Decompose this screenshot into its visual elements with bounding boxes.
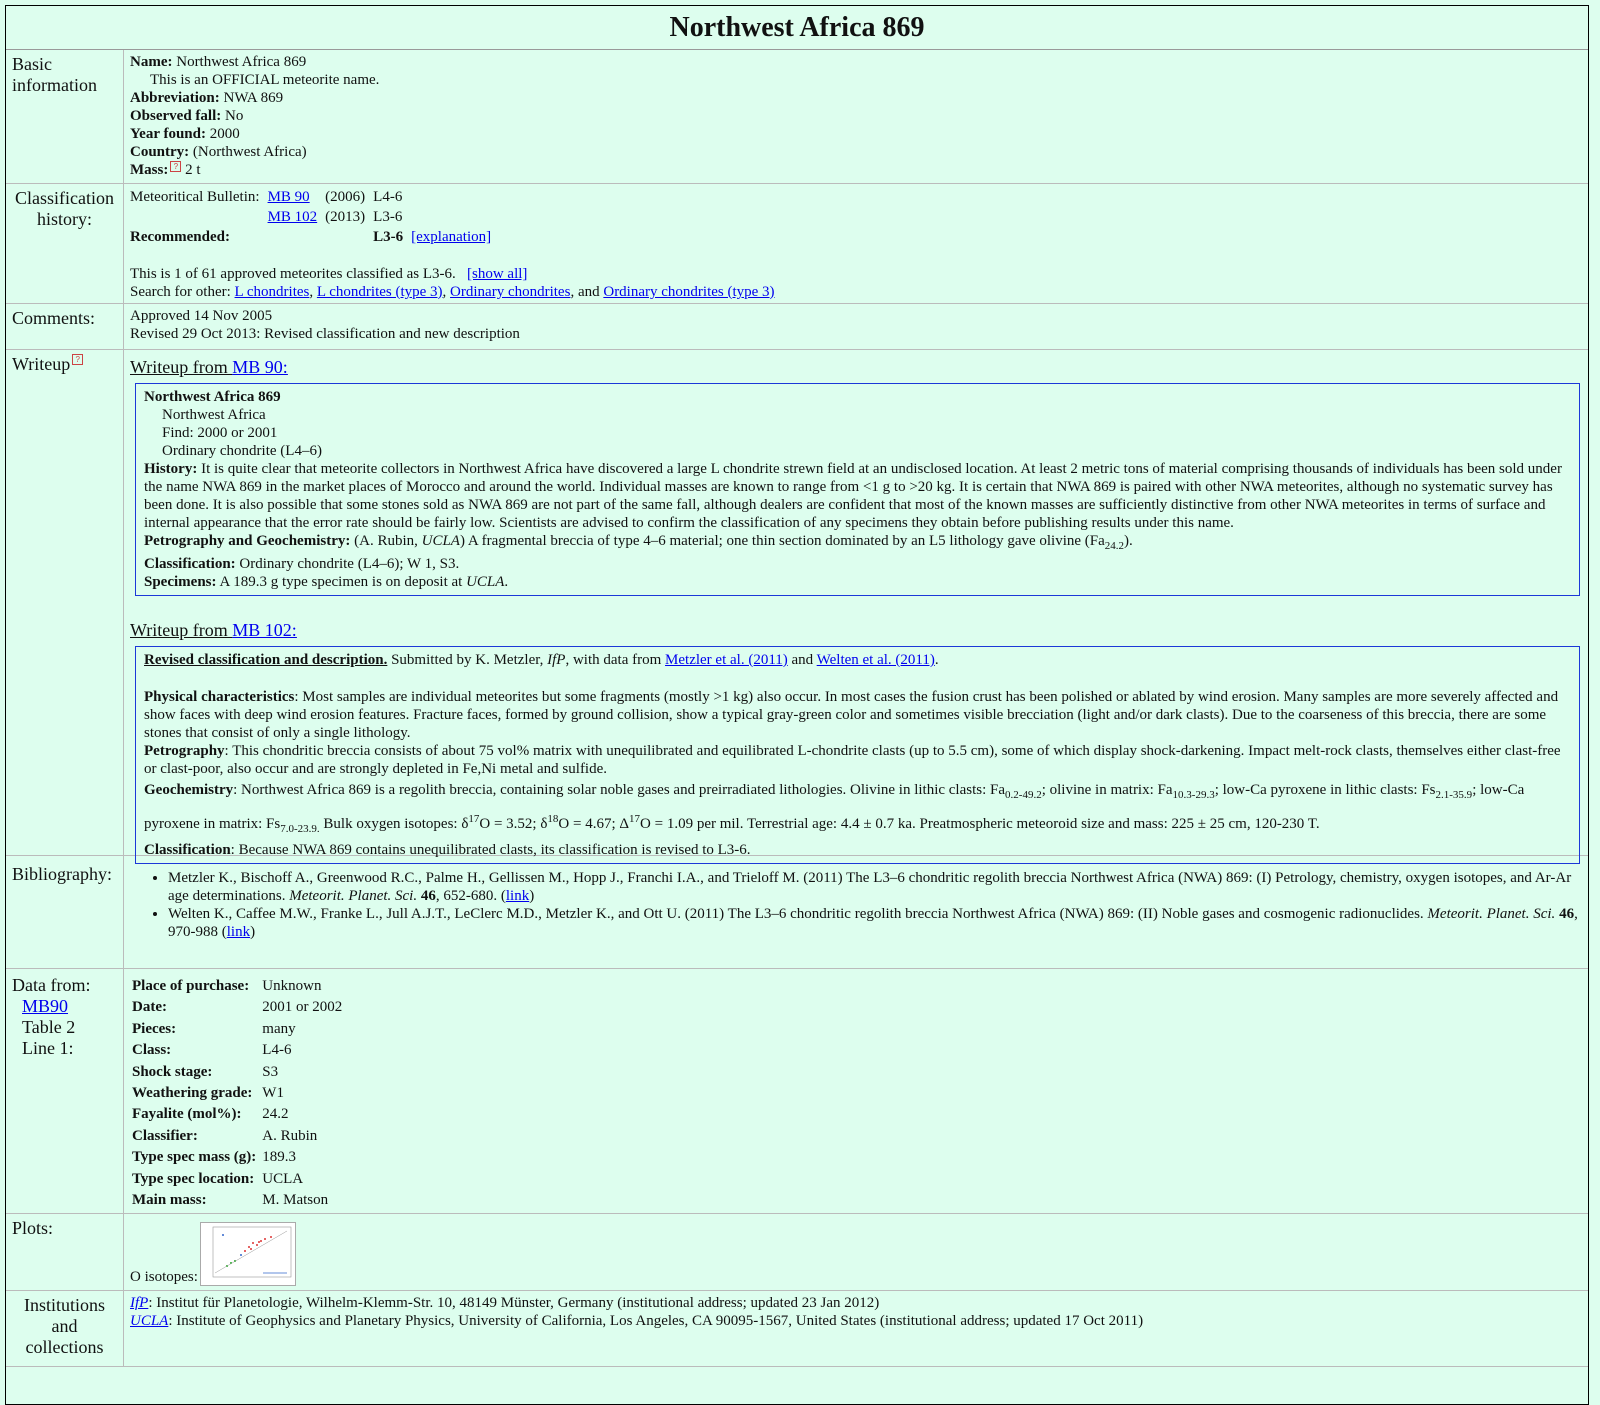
ifp-abbr: IfP	[130, 1295, 149, 1311]
writeup-label-cell	[6, 350, 124, 855]
geo-superscript: 17	[629, 813, 641, 825]
journal-name: Meteorit. Planet. Sci.	[1427, 906, 1556, 922]
basic-information-content	[124, 50, 1588, 183]
comment-revised: Revised 29 Oct 2013: Revised classification and new description	[130, 326, 520, 342]
data-from-label-cell	[6, 969, 124, 1213]
data-table-row	[130, 1190, 346, 1211]
comments-label: Comments:	[6, 304, 124, 349]
basic-information-label: Basic information	[6, 50, 124, 183]
petrography-key: Petrography	[144, 743, 225, 759]
writeup-mb90-specimens	[144, 573, 1571, 591]
data-value: W1	[262, 1085, 284, 1102]
count-text: This is 1 of 61 approved meteorites classified as L3-6.	[130, 266, 456, 282]
writeup-mb102-box	[135, 646, 1580, 864]
mb102-year: (2013)	[325, 209, 366, 225]
writeup-mb90-type: Ordinary chondrite (L4–6)	[162, 443, 322, 459]
mb90-class: L4-6	[373, 189, 403, 205]
citation-pages: , 652-680. (	[435, 888, 506, 904]
classification-history-row	[6, 184, 1588, 304]
specimens-key: Specimens:	[144, 574, 217, 590]
citation-text: Welten K., Caffee M.W., Franke L., Jull A.J.T., LeClerc M.D., Metzler K., and Ott U. (2011) The L3–6 chondritic regolith breccia Northwest Africa (NWA) 869: (II) Noble gases and cosmogenic radionuclides.	[168, 906, 1428, 922]
geo-superscript: 18	[547, 813, 559, 825]
separator: , and	[570, 284, 604, 300]
mb102-link[interactable]: MB 102	[267, 209, 318, 225]
data-value: many	[262, 1020, 296, 1037]
abbr-key: Abbreviation:	[130, 90, 220, 106]
data-key: Date:	[132, 999, 167, 1016]
classification-text: Ordinary chondrite (L4–6); W 1, S3.	[239, 556, 460, 572]
data-table-row	[130, 1019, 346, 1040]
bibliography-row	[6, 856, 1588, 969]
search-link-l-chondrites-type3[interactable]: L chondrites (type 3)	[316, 284, 443, 300]
data-table-row	[130, 1062, 346, 1083]
data-value: 24.2	[262, 1106, 289, 1123]
plots-label: Plots:	[6, 1214, 124, 1290]
writeup-mb90-history	[144, 460, 1571, 532]
writeup-heading-text: Writeup from	[130, 620, 233, 640]
data-value: 189.3	[262, 1149, 297, 1166]
metzler-link[interactable]: Metzler et al. (2011)	[665, 652, 788, 668]
citation-text: Metzler K., Bischoff A., Greenwood R.C., Palme H., Gellissen M., Hopp J., Franchi I.A., and Trieloff M. (2011) The L3–6 chondritic regolith breccia Northwest Africa (NWA) 869: (I) Petrology, chemistry, oxygen isotopes, and Ar-Ar age determinations.	[168, 870, 1572, 904]
data-value: L4-6	[262, 1042, 292, 1059]
classification-history-label: Classification history:	[6, 184, 124, 303]
geo-text: O = 1.09 per mil. Terrestrial age: 4.4 ± 0.7 ka. Preatmospheric meteoroid size and mass: 225 ± 25 cm, 120-230 T.	[640, 816, 1320, 832]
comments-content	[124, 304, 1588, 349]
data-table-row	[130, 976, 346, 997]
separator: ,	[309, 284, 317, 300]
geo-superscript: 17	[468, 813, 480, 825]
writeup-mb90-petrography	[144, 532, 1571, 555]
data-key: Fayalite (mol%):	[132, 1106, 242, 1123]
show-all-link[interactable]: [show all]	[467, 266, 528, 282]
o-isotope-plot-image	[201, 1223, 295, 1285]
citation-end: )	[250, 924, 256, 940]
fall-value: No	[225, 108, 244, 124]
name-key: Name:	[130, 54, 173, 70]
classification-history-content	[124, 184, 1588, 303]
petrography-key: Petrography and Geochemistry:	[144, 533, 351, 549]
geochemistry-key: Geochemistry	[144, 782, 234, 798]
data-key: Classifier:	[132, 1127, 198, 1144]
data-table	[130, 976, 346, 1211]
writeup-mb102-geochemistry	[144, 778, 1571, 841]
journal-volume: 46	[1559, 906, 1575, 922]
recommended-label: Recommended:	[130, 229, 230, 245]
data-table-row	[130, 1040, 346, 1061]
data-value: M. Matson	[262, 1192, 329, 1209]
search-label: Search for other:	[130, 284, 231, 300]
specimens-text: A 189.3 g type specimen is on deposit at	[219, 574, 467, 590]
writeup-mb90-link[interactable]: MB 90:	[232, 357, 288, 377]
data-from-label: Data from:	[12, 975, 91, 995]
classification-text: : Because NWA 869 contains unequilibrated clasts, its classification is revised to L3-6.	[230, 842, 751, 858]
meteorite-record	[5, 5, 1589, 1405]
citation-link[interactable]: link	[505, 888, 530, 904]
history-key: History:	[144, 461, 198, 477]
country-value: (Northwest Africa)	[192, 144, 307, 160]
writeup-mb102-physical	[144, 688, 1571, 742]
explanation-link[interactable]: [explanation]	[411, 229, 492, 245]
search-link-l-chondrites[interactable]: L chondrites	[234, 284, 310, 300]
data-value: S3	[262, 1063, 279, 1080]
petrography-text: : This chondritic breccia consists of about 75 vol% matrix with unequilibrated and equilibrated L-chondrite clasts (up to 5.5 cm), some of which display shock-darkening. Impact melt-rock clasts, themselves either clast-free or clast-poor, also occur and are strongly depleted in Fe,Ni metal and sulfide.	[144, 743, 1561, 777]
geo-text: Bulk oxygen isotopes: δ	[319, 816, 469, 832]
specimens-text: .	[504, 574, 509, 590]
ucla-link[interactable]	[130, 1313, 168, 1329]
institutions-row	[6, 1291, 1588, 1367]
physical-key: Physical characteristics	[144, 689, 295, 705]
institution-address: : Institute of Geophysics and Planetary Physics, University of California, Los Angeles, CA 90095-1567, United States (institutional address; updated 17 Oct 2011)	[168, 1313, 1144, 1329]
bibliography-item	[168, 905, 1582, 941]
official-note: This is an OFFICIAL meteorite name.	[150, 72, 380, 88]
institution-item	[130, 1294, 1582, 1312]
data-key: Pieces:	[132, 1020, 177, 1037]
submission-text: , with data from	[565, 652, 666, 668]
plots-row	[6, 1214, 1588, 1291]
data-key: Weathering grade:	[132, 1085, 253, 1102]
help-icon[interactable]: ?	[72, 354, 83, 365]
writeup-mb102-submission	[144, 651, 1571, 669]
name-value: Northwest Africa 869	[176, 54, 307, 70]
geo-text: O = 3.52; δ	[479, 816, 548, 832]
fall-key: Observed fall:	[130, 108, 222, 124]
writeup-mb90-find: Find: 2000 or 2001	[162, 425, 278, 441]
abbr-value: NWA 869	[223, 90, 284, 106]
bibliography-list	[130, 869, 1582, 941]
writeup-content	[124, 350, 1588, 858]
geo-text: ; olivine in matrix: Fa	[1041, 782, 1173, 798]
ucla-ref: UCLA	[421, 533, 460, 549]
submission-text: Submitted by K. Metzler,	[387, 652, 548, 668]
writeup-mb102-link[interactable]: MB 102:	[232, 620, 297, 640]
submission-text: .	[934, 652, 939, 668]
geo-subscript: 2.1-35.9	[1435, 789, 1473, 801]
mb90-link[interactable]: MB 90	[267, 189, 310, 205]
mass-key: Mass:	[130, 162, 169, 178]
bibliography-label: Bibliography:	[6, 856, 124, 968]
mb90-year: (2006)	[325, 189, 366, 205]
mb90-data-link[interactable]: MB90	[22, 996, 69, 1016]
journal-volume: 46	[420, 888, 436, 904]
data-from-content	[124, 969, 1588, 1213]
data-value: A. Rubin	[262, 1127, 318, 1144]
welten-link[interactable]: Welten et al. (2011)	[816, 652, 935, 668]
revised-key: Revised classification and description.	[144, 652, 388, 668]
writeup-mb90-name: Northwest Africa 869	[144, 389, 281, 405]
o-isotopes-caption: O isotopes:	[130, 1269, 198, 1285]
o-isotope-plot-thumbnail[interactable]	[200, 1222, 296, 1286]
year-value: 2000	[209, 126, 240, 142]
bibliography-content	[124, 856, 1588, 968]
physical-text: : Most samples are individual meteorites but some fragments (mostly >1 kg) also occur. In most cases the fusion crust has been polished or ablated by wind erosion. Many samples are more severely affected and show faces with deep wind erosion features. Fracture faces, formed by ground collision, show a typical gray-green color and sometimes visible brecciation (light and/or dark clasts). Due to the coarseness of this breccia, there are some stones that consist of only a single lithology.	[144, 689, 1559, 741]
comment-approved: Approved 14 Nov 2005	[130, 308, 273, 324]
data-table-row	[130, 1169, 346, 1190]
bibliography-item	[168, 869, 1582, 905]
geo-subscript: 10.3-29.3	[1172, 789, 1215, 801]
writeup-heading-text: Writeup from	[130, 357, 233, 377]
geo-text: ; low-Ca pyroxene in lithic clasts: Fs	[1214, 782, 1436, 798]
writeup-mb90-location: Northwest Africa	[162, 407, 266, 423]
petro-text: (A. Rubin,	[354, 533, 422, 549]
help-icon[interactable]: ?	[170, 161, 181, 172]
classification-key: Classification	[144, 842, 231, 858]
data-key: Place of purchase:	[132, 978, 250, 994]
data-table-row	[130, 1126, 346, 1147]
mb102-class: L3-6	[373, 209, 403, 225]
data-value: 2001 or 2002	[262, 999, 343, 1016]
data-table-row	[130, 997, 346, 1018]
data-value: UCLA	[262, 1170, 304, 1187]
data-from-row	[6, 969, 1588, 1214]
history-text: It is quite clear that meteorite collectors in Northwest Africa have discovered a large L chondrite strewn field at an undisclosed location. At least 2 metric tons of material comprising thousands of individuals has been sold under the name NWA 869 in the market places of Morocco and around the world. Individual masses are known to range from <1 g to >20 kg. It is certain that NWA 869 is paired with other NWA meteorites, although no systematic survey has been done. It is also possible that some stones sold as NWA 869 are not part of the same fall, although dealers are confident that most of the known masses are sufficiently distinctive from other NWA meteorites in terms of surface and internal appearance that the error rate should be fairly low. Scientists are advised to confirm the classification of any specimens they obtain before publishing results under this name.	[144, 461, 1562, 531]
data-key: Shock stage:	[132, 1063, 213, 1080]
submission-text: and	[787, 652, 817, 668]
institutions-content	[124, 1291, 1588, 1366]
geo-subscript: 0.2-49.2	[1005, 789, 1042, 801]
fa-subscript: 24.2	[1104, 540, 1125, 552]
data-table-row	[130, 1147, 346, 1168]
separator: ,	[442, 284, 451, 300]
year-key: Year found:	[130, 126, 206, 142]
ucla-abbr: UCLA	[130, 1313, 169, 1329]
institution-item	[130, 1312, 1582, 1330]
writeup-mb102-petrography	[144, 742, 1571, 778]
writeup-row	[6, 350, 1588, 856]
writeup-label: Writeup	[12, 354, 71, 374]
journal-name: Meteorit. Planet. Sci.	[289, 888, 418, 904]
ifp-ref: IfP	[547, 652, 566, 668]
classification-key: Classification:	[144, 556, 236, 572]
recommended-class: L3-6	[373, 229, 404, 245]
geo-subscript: 7.0-23.9.	[280, 823, 320, 835]
comments-row	[6, 304, 1588, 350]
citation-end: )	[529, 888, 535, 904]
classification-table	[130, 187, 499, 247]
data-from-table: Table 2	[22, 1017, 76, 1037]
writeup-mb102-heading	[130, 618, 1580, 642]
data-key: Main mass:	[132, 1192, 207, 1209]
geo-text: : Northwest Africa 869 is a regolith breccia, containing solar noble gases and preirradiated lithologies. Olivine in lithic clasts: Fa	[233, 782, 1006, 798]
data-value: Unknown	[262, 978, 322, 994]
mass-value: 2 t	[185, 162, 201, 178]
ucla-ref: UCLA	[466, 574, 505, 590]
geo-text: ; low-Ca pyroxene in matrix: Fs	[144, 782, 1525, 832]
citation-pages: , 970-988 (	[168, 906, 1578, 940]
writeup-mb90-classification	[144, 555, 1571, 573]
petro-text: ).	[1124, 533, 1133, 549]
institutions-label: Institutions and collections	[6, 1291, 124, 1366]
ifp-link[interactable]	[130, 1295, 148, 1311]
writeup-mb90-box	[135, 383, 1580, 596]
search-link-ordinary-chondrites-type3[interactable]: Ordinary chondrites (type 3)	[603, 284, 775, 300]
data-table-row	[130, 1104, 346, 1125]
data-key: Type spec location:	[132, 1170, 255, 1187]
data-table-row	[130, 1083, 346, 1104]
geo-text: O = 4.67; Δ	[558, 816, 630, 832]
citation-link[interactable]: link	[226, 924, 251, 940]
data-key: Type spec mass (g):	[132, 1149, 257, 1166]
writeup-mb90-heading	[130, 355, 1580, 379]
plots-content	[124, 1214, 1588, 1290]
mb-label: Meteoritical Bulletin:	[130, 189, 260, 205]
search-link-ordinary-chondrites[interactable]: Ordinary chondrites	[450, 284, 571, 300]
data-from-line: Line 1:	[22, 1038, 74, 1058]
petro-text: ) A fragmental breccia of type 4–6 material; one thin section dominated by an L5 lithology gave olivine (Fa	[459, 533, 1105, 549]
basic-information-row	[6, 50, 1588, 184]
country-key: Country:	[130, 144, 190, 160]
institution-address: : Institut für Planetologie, Wilhelm-Klemm-Str. 10, 48149 Münster, Germany (institutional address; updated 23 Jan 2012)	[148, 1295, 880, 1311]
page-title: Northwest Africa 869	[6, 6, 1588, 50]
data-key: Class:	[132, 1042, 172, 1059]
